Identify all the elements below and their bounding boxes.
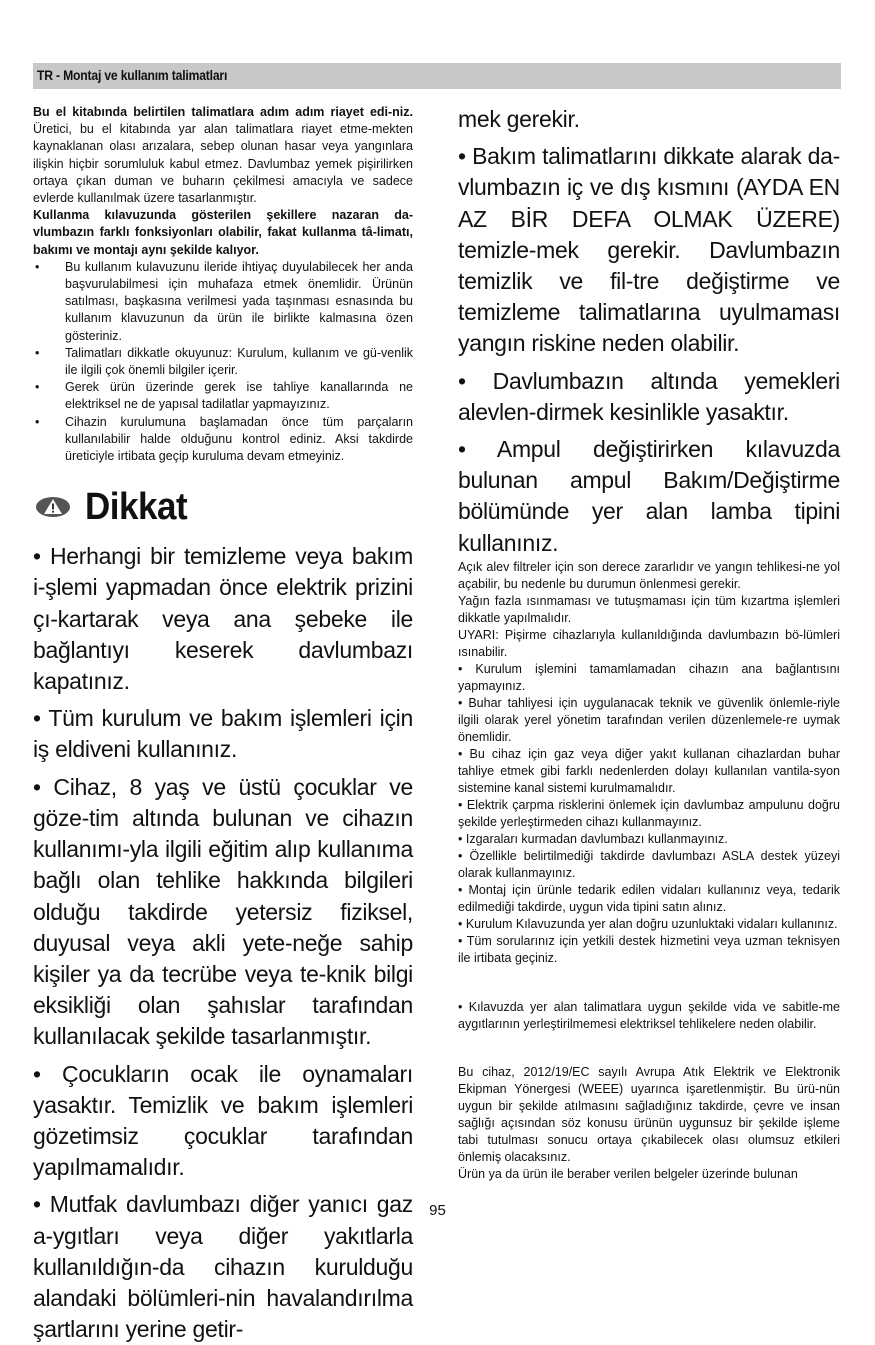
safety-paragraph: • Izgaraları kurmadan davlumbazı kullanmayınız. <box>458 831 728 846</box>
safety-paragraph: UYARI: Pişirme cihazlarıyla kullanıldığında davlumbazın bö-lümleri ısınabilir. <box>458 627 840 659</box>
list-item-text: Bu kullanım kulavuzunu ileride ihtiyaç duyulabilecek her anda başvurulabilmesi için muhafaza etmek önemlidir. Ürünün satılması, başkasına verilmesi yada taşınması esnasında bu kullanım klavuzunun da ürün ile birlikte kalmasına özen gösteriniz. <box>65 259 413 343</box>
safety-paragraph: • Kurulum Kılavuzunda yer alan doğru uzunluktaki vidaları kullanınız. <box>458 916 838 931</box>
intro-bold-lead: Bu el kitabında belirtilen talimatlara adım adım riayet edi-niz. <box>33 105 413 119</box>
warning-heading <box>33 487 413 527</box>
safety-paragraph: • Elektrik çarpma risklerini önlemek için davlumbaz ampulunu doğru şekilde yerleştirmeden cihazı kullanmayınız. <box>458 797 840 829</box>
safety-paragraph: • Kurulum işlemini tamamlamadan cihazın ana bağlantısını yapmayınız. <box>458 661 840 693</box>
variant-notice: Kullanma kılavuzunda gösterilen şekillere nazaran da-vlumbazın farklı fonksiyonları olabilir, fakat kullanma tâ-limatı, bakımı ve montajı aynı şekilde kalıyor. <box>33 208 413 257</box>
warning-title: Dikkat <box>85 485 188 528</box>
safety-paragraph: • Montaj için ürünle tedarik edilen vidaları kullanınız veya, tedarik edilmediği takdirde, uygun vida tipini satın alınız. <box>458 882 840 914</box>
list-item-text: Talimatları dikkatle okuyunuz: Kurulum, kullanım ve gü-venlik ile ilgili çok önemli bilgiler içerir. <box>65 345 413 378</box>
warning-paragraph: • Herhangi bir temizleme veya bakım i-şlemi yapmadan önce elektrik prizini çı-kartarak veya ana şebeke ile bağlantıyı keserek davlumbazı kapatınız. <box>33 543 413 695</box>
instruction-list <box>33 259 413 465</box>
bullet-symbol: • <box>35 345 40 360</box>
page-number: 95 <box>429 1202 446 1219</box>
warning-paragraph: • Davlumbazın altında yemekleri alevlen-dirmek kesinlikle yasaktır. <box>458 367 840 425</box>
safety-paragraph: • Buhar tahliyesi için uygulanacak teknik ve güvenlik önlemle-riyle ilgili olarak yerel yönetim tarafından verilen düzenlemele-re uymak önemlidir. <box>458 695 840 744</box>
bullet-symbol: • <box>35 380 40 395</box>
safety-paragraph: • Özellikle belirtilmediği takdirde davlumbazı ASLA destek yüzeyi olarak kullanmayınız. <box>458 848 840 880</box>
safety-paragraph: Yağın fazla ısınmaması ve tutuşmaması için tüm kızartma işlemleri dikkatle yapılmalıdır. <box>458 593 840 625</box>
bullet-symbol: • <box>35 259 40 274</box>
section-header-title: TR - Montaj ve kullanım talimatları <box>37 68 228 83</box>
list-item-text: Cihazin kurulumuna başlamadan önce tüm parçaların kullanılabilir halde olduğunu kontrol ediniz. Aksi takdirde üreticiyle irtibata geçip kuruluma devam etmeyiniz. <box>65 414 413 464</box>
safety-paragraph: • Bu cihaz için gaz veya diğer yakıt kullanan cihazlardan buhar tahliye etmek gibi farklı nedenlerden dolayı kullanılan vantila-syon sistemine kanal sistemi kurulmamalıdır. <box>458 746 840 795</box>
weee-continuation: Ürün ya da ürün ile beraber verilen belgeler üzerinde bulunan <box>458 1166 798 1181</box>
intro-paragraph <box>33 104 413 207</box>
intro-body: Üretici, bu el kitabında yar alan talimatlara riayet etme-mekten kaynaklanan olası arızalara, sebep olunan hasar veya yangınlara ilişkin hiçbir sorumluluk kabul etmez. Davlumbaz yemek pişirilirken ortaya çıkan duman ve buharın çekilmesi amacıyla ve sadece evlerde kullanılmak üzere tasarlanmıştır. <box>33 122 413 206</box>
list-item-text: Gerek ürün üzerinde gerek ise tahliye kanallarında ne elektriksel ne de yapısal tadilatlar yapmayızınız. <box>65 380 413 412</box>
warning-paragraph: • Çocukların ocak ile oynamaları yasaktır. Temizlik ve bakım işlemleri gözetimsiz çocuklar tarafından yapılmamalıdır. <box>33 1060 413 1181</box>
safety-paragraph: • Tüm sorularınız için yetkili destek hizmetini veya uzman teknisyen ile irtibata geçiniz. <box>458 933 840 965</box>
left-column <box>33 104 413 1345</box>
warning-paragraph: • Cihaz, 8 yaş ve üstü çocuklar ve göze-tim altında bulunan ve cihazın kullanımı-yla ilgili eğitim alıp kullanıma bağlı olan tehlike hakkında bilgileri olduğu takdirde yetersiz fiziksel, duyusal veya akli yete-neğe sahip kişiler ya da tecrübe veya te-knik bilgi eksikliği olan şahıslar tarafından kullanılacak şekilde tasarlanmıştır. <box>33 773 413 1050</box>
warning-paragraph: • Tüm kurulum ve bakım işlemleri için iş eldiveni kullanınız. <box>33 705 413 763</box>
list-item <box>33 259 413 345</box>
weee-paragraph: Bu cihaz, 2012/19/EC sayılı Avrupa Atık Elektrik ve Elektronik Ekipman Yönergesi (WEEE) uyarınca işaretlenmiştir. Bu ürü-nün uygun bir şekilde atılmasını sağladığınız takdirde, çevre ve insan sağlığı açısından söz konusu ürünün uygunsuz bir şekilde işleme tabi tutulması sonucu ortaya çıkabilecek olası olumsuz etkileri önlemiş olacaksınız. <box>458 1064 840 1164</box>
list-item <box>33 414 413 466</box>
section-header-bar <box>33 63 841 89</box>
safety-paragraph: Açık alev filtreler için son derece zararlıdır ve yangın tehlikesi-ne yol açabilir, bu nedenle bu durumun önlenmesi gerekir. <box>458 559 840 591</box>
warning-paragraph: • Bakım talimatlarını dikkate alarak da-vlumbazın iç ve dış kısmını (AYDA EN AZ BİR DEFA OLMAK ÜZERE) temizle-mek gerekir. Davlumbazın temizlik ve fil-tre değiştirme ve temizleme talimatlarına uyulmaması yangın riskine neden olabilir. <box>458 143 840 357</box>
screws-warning: • Kılavuzda yer alan talimatlara uygun şekilde vida ve sabitle-me aygıtlarının yerleştirilmemesi elektriksel tehlikelere neden olabilir. <box>458 999 840 1031</box>
warning-paragraph: • Ampul değiştirirken kılavuzda bulunan ampul Bakım/Değiştirme bölümünde yer alan lamba tipini kullanınız. <box>458 436 840 556</box>
right-column <box>458 104 840 1183</box>
warning-paragraph: • Mutfak davlumbazı diğer yanıcı gaz a-ygıtları veya diğer yakıtlarla kullanıldığın-da cihazın kurulduğu alandaki bölümleri-nin havalandırılma şartlarını yerine getir- <box>33 1191 413 1343</box>
warning-icon <box>35 496 71 518</box>
list-item <box>33 345 413 379</box>
bullet-symbol: • <box>35 414 40 429</box>
warning-paragraph: mek gerekir. <box>458 106 580 132</box>
list-item <box>33 379 413 413</box>
